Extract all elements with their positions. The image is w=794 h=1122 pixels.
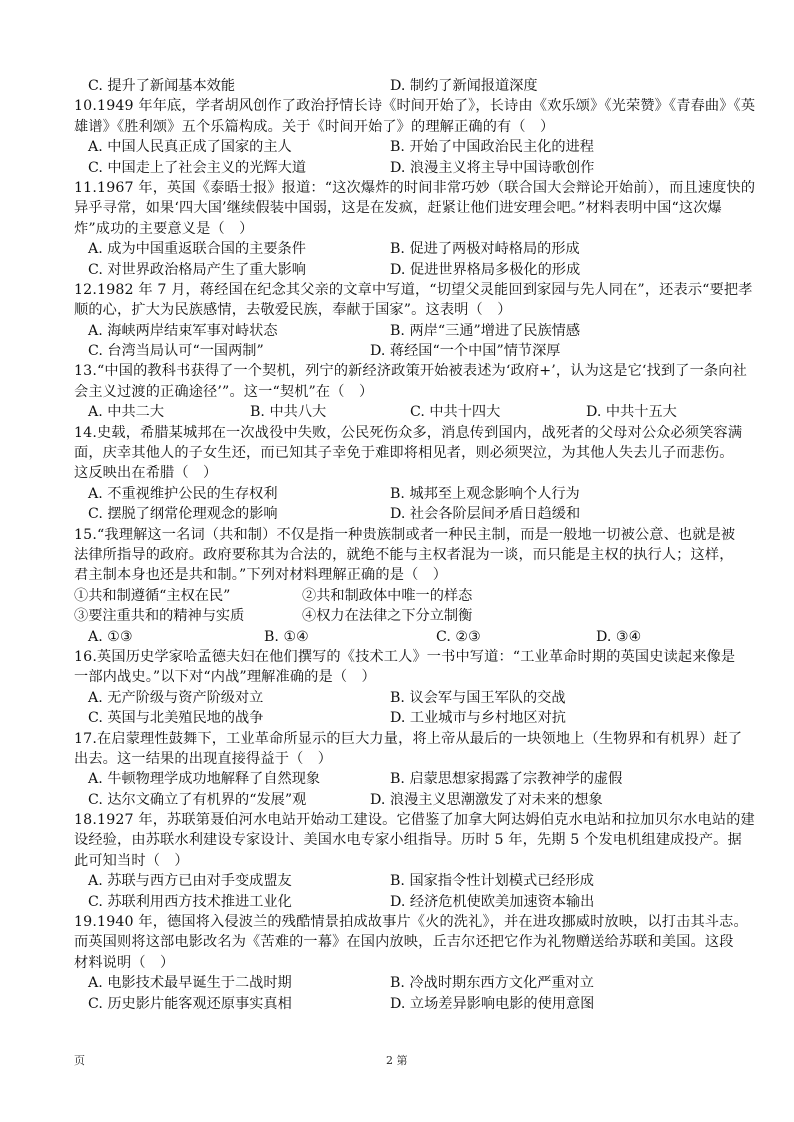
option-b[interactable]: B. 议会军与国王军队的交战 (390, 689, 566, 706)
options-row (74, 871, 724, 891)
option-a[interactable]: A. 成为中国重返联合国的主要条件 (88, 241, 306, 258)
option-a[interactable]: A. 中共二大 (88, 404, 165, 421)
carry-options-row (74, 76, 724, 96)
statement-3: ③要注重共和的精神与实质 (74, 608, 245, 625)
question-17 (74, 729, 743, 811)
footer-page-number: 2 第 (386, 1054, 408, 1067)
option-a[interactable]: A. 中国人民真正成了国家的主人 (88, 139, 292, 156)
options-row (74, 892, 724, 912)
statement-1: ①共和制遵循“主权在民” (74, 587, 231, 604)
question-stem: 11.1967 年，英国《泰晤士报》报道：“这次爆炸的时间非常巧妙（联合国大会辩论开始前），而且速度快的 (74, 179, 756, 196)
question-stem: 顺的心，扩大为民族感情，去敬爱民族，奉献于国家”。这表明（ ） (74, 302, 512, 319)
options-row (74, 260, 724, 280)
question-stem: 17.在启蒙理性鼓舞下，工业革命所显示的巨大力量，将上帝从最后的一块领地上（生物界和有机界）赶了 (74, 730, 743, 747)
option-d[interactable]: D. 立场差异影响电影的使用意图 (390, 995, 595, 1012)
option-c[interactable]: C. 苏联利用西方技术推进工业化 (88, 893, 292, 910)
statement-4: ④权力在法律之下分立制衡 (302, 608, 473, 625)
option-b[interactable]: B. 中共八大 (250, 404, 327, 421)
option-c[interactable]: C. 提升了新闻基本效能 (88, 78, 236, 94)
option-a[interactable]: A. 电影技术最早诞生于二战时期 (88, 975, 292, 992)
option-c[interactable]: C. 摆脱了纲常伦理观念的影响 (88, 506, 278, 523)
options-row (74, 973, 724, 993)
question-stem: 而英国则将这部电影改名为《苦难的一幕》在国内放映，丘吉尔还把它作为礼物赠送给苏联和美国。这段 (74, 934, 734, 951)
options-row (74, 688, 724, 708)
question-19 (74, 912, 748, 1014)
option-c[interactable]: C. 达尔文确立了有机界的“发展”观 (88, 791, 307, 808)
option-d[interactable]: D. 中共十五大 (586, 404, 677, 421)
option-a[interactable]: A. 海峡两岸结束军事对峙状态 (88, 322, 278, 339)
question-stem: 炸”成功的主要意义是（ ） (74, 220, 254, 237)
options-row (74, 402, 724, 422)
question-stem: 出去。这一结果的出现直接得益于（ ） (74, 750, 333, 767)
question-stem: 12.1982 年 7 月，蒋经国在纪念其父亲的文章中写道，“切望父灵能回到家园与先人同在”，还表示“要把孝 (74, 281, 753, 298)
options-row (74, 341, 724, 361)
question-stem: 一部内战史。”以下对“内战”理解准确的是（ ） (74, 669, 376, 686)
option-b[interactable]: B. 国家指令性计划模式已经形成 (390, 873, 594, 890)
question-stem: 面，庆幸其他人的子女生还，而已知其子幸免于难即将相见者，则必须哭泣，为其他人失去儿子而悲伤。 (74, 445, 734, 462)
option-c[interactable]: C. 历史影片能客观还原事实真相 (88, 995, 292, 1012)
question-stem: 13.“中国的教科书获得了一个契机，列宁的新经济政策开始被表述为‘政府+’，认为这是它‘找到了一条向社 (74, 363, 747, 380)
option-b[interactable]: B. 两岸“三通”增进了民族情感 (390, 322, 581, 339)
option-d[interactable]: D. ③④ (596, 628, 642, 645)
question-stem: 法律所指导的政府。政府要称其为合法的，就绝不能与主权者混为一谈，而只能是主权的执行人；这样， (74, 546, 734, 563)
question-18 (74, 810, 755, 912)
question-stem: 19.1940 年，德国将入侵波兰的残酷情景拍成故事片《火的洗礼》，并在进攻挪威时放映，以打击其斗志。 (74, 914, 748, 931)
option-d[interactable]: D. 工业城市与乡村地区对抗 (390, 710, 566, 727)
option-a[interactable]: A. 苏联与西方已由对手变成盟友 (88, 873, 292, 890)
option-d[interactable]: D. 浪漫主义思潮激发了对未来的想象 (370, 791, 603, 808)
statements-row (74, 606, 724, 626)
option-c[interactable]: C. 中国走上了社会主义的光辉大道 (88, 159, 306, 176)
question-12 (74, 280, 753, 362)
question-list (74, 76, 756, 1014)
option-c[interactable]: C. 中共十四大 (410, 404, 501, 421)
options-row (74, 321, 724, 341)
question-stem: 15.“我理解这一名词（共和制）不仅是指一种贵族制或者一种民主制，而是一般地一切被公意、也就是被 (74, 526, 736, 543)
options-row (74, 994, 724, 1014)
option-b[interactable]: B. 启蒙思想家揭露了宗教神学的虚假 (390, 771, 623, 788)
question-stem: 14.史载，希腊某城邦在一次战役中失败，公民死伤众多，消息传到国内，战死者的父母对公众必须笑容满 (74, 424, 743, 441)
options-row (74, 137, 724, 157)
question-stem: 设经验，由苏联水利建设专家设计、美国水电专家小组指导。历时 5 年，先期 5 个发电机组建成投产。据 (74, 832, 742, 849)
option-d[interactable]: D. 促进世界格局多极化的形成 (390, 261, 581, 278)
question-stem: 异乎寻常，如果‘四大国’继续假装中国弱，这是在发疯，赶紧让他们进安理会吧。”材料表明中国“这次爆 (74, 200, 722, 217)
question-13 (74, 361, 747, 422)
option-b[interactable]: B. ①④ (264, 628, 309, 645)
option-d[interactable]: D. 制约了新闻报道深度 (390, 78, 538, 94)
options-row (74, 239, 724, 259)
statement-2: ②共和制政体中唯一的样态 (302, 587, 473, 604)
question-stem: 10.1949 年年底，学者胡风创作了政治抒情长诗《时间开始了》，长诗由《欢乐颂》《光荣赞》《青春曲》《英 (74, 98, 756, 115)
option-b[interactable]: B. 促进了两极对峙格局的形成 (390, 241, 580, 258)
options-row (74, 708, 724, 728)
option-c[interactable]: C. ②③ (436, 628, 481, 645)
statements-row (74, 586, 724, 606)
question-stem: 雄谱》《胜利颂》五个乐篇构成。关于《时间开始了》的理解正确的有（ ） (74, 118, 555, 135)
option-d[interactable]: D. 社会各阶层间矛盾日趋缓和 (390, 506, 581, 523)
question-10 (74, 96, 756, 178)
option-c[interactable]: C. 英国与北美殖民地的战争 (88, 710, 264, 727)
question-11 (74, 178, 756, 280)
option-c[interactable]: C. 台湾当局认可“一国两制” (88, 343, 264, 360)
option-b[interactable]: B. 开始了中国政治民主化的进程 (390, 139, 594, 156)
question-stem: 这反映出在希腊（ ） (74, 465, 218, 482)
question-stem: 16.英国历史学家哈孟德夫妇在他们撰写的《技术工人》一书中写道：“工业革命时期的英国史读起来像是 (74, 648, 736, 665)
options-row (74, 790, 724, 810)
option-b[interactable]: B. 冷战时期东西方文化严重对立 (390, 975, 594, 992)
options-row (74, 627, 724, 647)
option-c[interactable]: C. 对世界政治格局产生了重大影响 (88, 261, 306, 278)
question-16 (74, 647, 736, 729)
question-14 (74, 423, 743, 525)
option-a[interactable]: A. 不重视维护公民的生存权利 (88, 485, 278, 502)
options-row (74, 484, 724, 504)
question-stem: 君主制本身也还是共和制。”下列对材料理解正确的是（ ） (74, 567, 448, 584)
question-stem: 18.1927 年，苏联第聂伯河水电站开始动工建设。它借鉴了加拿大阿达姆伯克水电站和拉加贝尔水电站的建 (74, 812, 755, 829)
footer-page-label: 页 (74, 1054, 85, 1067)
options-row (74, 769, 724, 789)
question-stem: 材料说明（ ） (74, 954, 175, 971)
option-a[interactable]: A. 牛顿物理学成功地解释了自然现象 (88, 771, 321, 788)
option-a[interactable]: A. 无产阶级与资产阶级对立 (88, 689, 264, 706)
option-d[interactable]: D. 浪漫主义将主导中国诗歌创作 (390, 159, 595, 176)
question-stem: 此可知当时（ ） (74, 852, 189, 869)
options-row (74, 158, 724, 178)
option-d[interactable]: D. 蒋经国“一个中国”情节深厚 (370, 343, 561, 360)
option-d[interactable]: D. 经济危机使欧美加速资本输出 (390, 893, 595, 910)
option-a[interactable]: A. ①③ (88, 628, 133, 645)
option-b[interactable]: B. 城邦至上观念影响个人行为 (390, 485, 580, 502)
question-stem: 会主义过渡的正确途径’”。这一“契机”在（ ） (74, 383, 374, 400)
options-row (74, 504, 724, 524)
question-15 (74, 525, 736, 647)
